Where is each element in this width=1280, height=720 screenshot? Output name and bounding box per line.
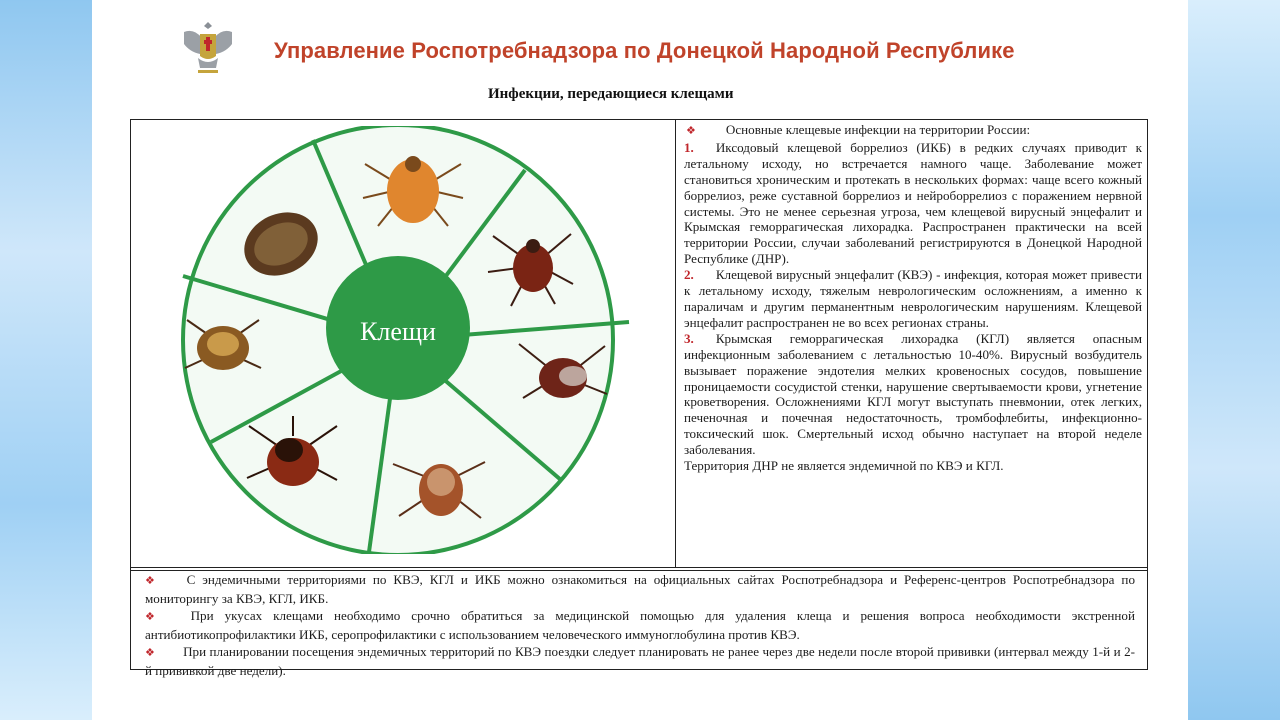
diamond-bullet-icon: ❖: [145, 611, 163, 624]
recommendation-item: ❖ С эндемичными территориями по КВЭ, КГЛ и ИКБ можно ознакомиться на официальных сайтах Роспотребнадзора и Референс-центров Роспотребнадзора по мониторингу за КВЭ, КГЛ, ИКБ.: [145, 572, 1135, 607]
organization-title: Управление Роспотребнадзора по Донецкой Народной Республике: [274, 38, 1015, 63]
wheel-center-label: Клещи: [360, 317, 436, 346]
recommendation-item: ❖ При укусах клещами необходимо срочно обратиться за медицинской помощью для удаления клеща и решения вопроса необходимости экстренной антибиотикопрофилактики ИКБ, серопрофилактики с использованием человеческого иммуноглобулина против КВЭ.: [145, 608, 1135, 643]
rospotrebnadzor-emblem-icon: [178, 18, 238, 76]
diamond-bullet-icon: ❖: [145, 647, 156, 660]
intro-line: ❖ Основные клещевые инфекции на территории России:: [686, 122, 1031, 137]
infections-text-cell: [676, 120, 1147, 567]
recommendations-text: [145, 571, 1135, 680]
table-divider: [131, 567, 1147, 568]
ticks-illustration-cell: [131, 120, 676, 567]
infection-item-kve: 2. Клещевой вирусный энцефалит (КВЭ) - инфекция, которая может привести к летальному исходу, тяжелым неврологическим осложнениям, а именно к параличам и другим перманентным неврологическим нарушениям. Клещевой энцефалит распространен не во всех регионах страны.: [684, 267, 1142, 330]
infection-item-kgl: 3. Крымская геморрагическая лихорадка (КГЛ) является опасным инфекционным заболеванием с летальностью 10-40%. Вирусный возбудитель вызывает поражение эндотелия мелких кровеносных сосудов, повышение проницаемости сосудистой стенки, нарушение свертываемости крови, угнетение кроветворения. Осложнениями КГЛ могут выступать пневмонии, отек легких, печеночная и почечная недостаточность, тромбофлебиты, инфекционно-токсический шок. Смертельный исход обычно наступает на второй неделе заболевания.: [684, 330, 1142, 458]
left-decor-band: [0, 0, 92, 720]
ticks-wheel-diagram: [163, 126, 633, 554]
infections-description: [684, 122, 1142, 474]
info-table: [130, 119, 1148, 679]
infection-item-ikb: 1. Иксодовый клещевой боррелиоз (ИКБ) в редких случаях приводит к летальному исходу, но встречается намного чаще. Заболевание может становиться хроническим и протекать в нескольких формах: чаще всего кожный боррелиоз, реже суставной боррелиоз и нейроборрелиоз с поражением нервной системы. Это не менее серьезная угроза, чем клещевой вирусный энцефалит и Крымская геморрагическая лихорадка. Распространен практически на всей территории России, случаи заболеваний регистрируются в Донецкой Народной Республике (ДНР).: [684, 139, 1142, 267]
diamond-bullet-icon: ❖: [686, 125, 696, 137]
recommendation-item: ❖ При планировании посещения эндемичных территорий по КВЭ поездки следует планировать не ранее через две недели после второй прививки (интервал между 1-й и 2-й прививкой две недели).: [145, 644, 1135, 679]
right-decor-band: [1188, 0, 1280, 720]
recommendations-cell: [131, 571, 1147, 679]
document-title: Инфекции, передающиеся клещами: [488, 86, 734, 102]
diamond-bullet-icon: ❖: [145, 575, 159, 587]
closing-line: Территория ДНР не является эндемичной по КВЭ и КГЛ.: [684, 458, 1004, 474]
